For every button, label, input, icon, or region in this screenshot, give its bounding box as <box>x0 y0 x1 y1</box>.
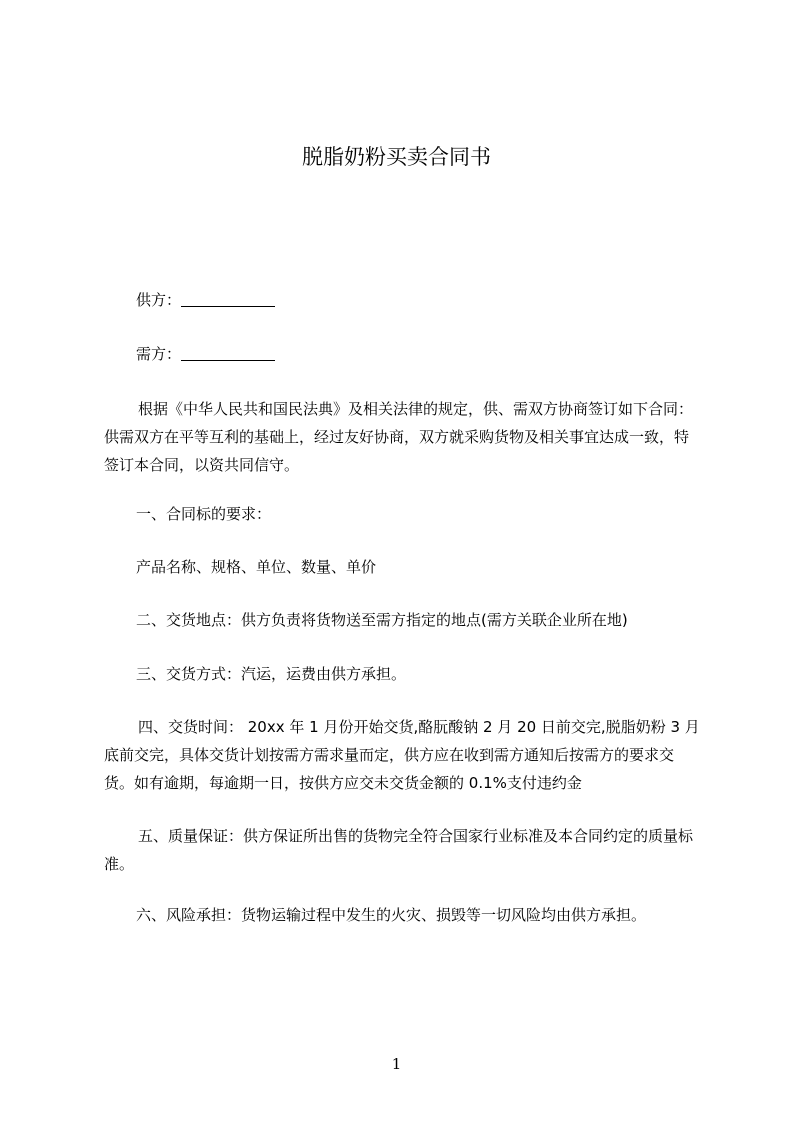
supplier-label: 供方： <box>136 291 182 309</box>
buyer-blank <box>181 346 275 361</box>
intro-paragraph: 根据《中华人民共和国民法典》及相关法律的规定，供、需双方协商签订如下合同： 供需双方在平等互利的基础上，经过友好协商，双方就采购货物及相关事宜达成一致，特签订本合同，以资共同信守。 <box>104 400 694 474</box>
clause-1-items: 产品名称、规格、单位、数量、单价 <box>136 558 377 576</box>
supplier-line <box>104 286 734 314</box>
buyer-label: 需方： <box>136 345 182 363</box>
clause-1-heading: 一、合同标的要求： <box>136 505 272 523</box>
clause-6: 六、风险承担：货物运输过程中发生的火灾、损毁等一切风险均由供方承担。 <box>136 906 647 924</box>
page-number: 1 <box>391 1055 402 1073</box>
clause-5: 五、质量保证：供方保证所出售的货物完全符合国家行业标准及本合同约定的质量标准。 <box>104 827 694 873</box>
clause-4: 四、交货时间： 20xx 年 1 月份开始交货,酪朊酸钠 2 月 20 日前交完,脱脂奶粉 3 月底前交完，具体交货计划按需方需求量而定，供方应在收到需方通知后按需方的要求交货。如有逾期，每逾期一日，按供方应交未交货金额的 0.1%支付违约金 <box>104 718 700 792</box>
clause-2: 二、交货地点：供方负责将货物送至需方指定的地点(需方关联企业所在地) <box>136 611 628 629</box>
document-title: 脱脂奶粉买卖合同书 <box>302 145 491 169</box>
clause-3: 三、交货方式：汽运，运费由供方承担。 <box>136 665 407 683</box>
supplier-blank <box>181 292 275 307</box>
buyer-line <box>104 340 734 368</box>
